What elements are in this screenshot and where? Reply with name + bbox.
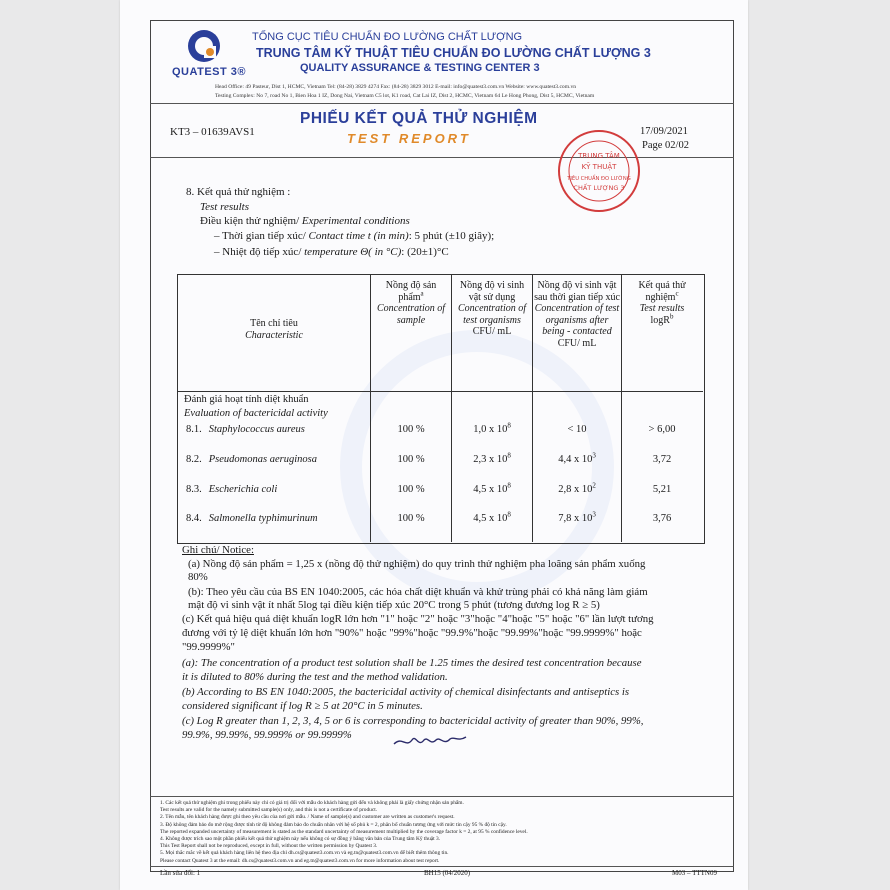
- report-title-vi: PHIẾU KẾT QUẢ THỬ NGHIỆM: [300, 110, 538, 127]
- note-en-c-line-2: 99.9%, 99.99%, 99.999% or 99.9999%: [182, 729, 352, 741]
- table-col-divider: [370, 274, 371, 542]
- note-en-a-line-1: (a): The concentration of a product test solution shall be 1.25 times the desired test concentration because: [182, 657, 642, 669]
- stamp-line-1: TRUNG TÂM: [578, 152, 620, 160]
- organisms-exponent: 8: [507, 421, 511, 430]
- row-characteristic: [186, 424, 305, 435]
- stamp-line-3: TIÊU CHUẨN ĐO LƯỜNG: [567, 176, 631, 182]
- note-a-line-2: 80%: [188, 571, 208, 583]
- col-header-characteristic: [180, 318, 368, 341]
- footer-note-line: The reported expanded uncertainty of measurement is stated as the standard uncertainty of measurement multiplied by the coverage factor k = 2, at 95 % confidence level.: [160, 828, 528, 835]
- note-a-line-1: (a) Nồng độ sản phẩm = 1,25 x (nồng độ thử nghiệm) do quy trình thử nghiệm pha loãng sản phẩm xuống: [188, 558, 646, 570]
- conditions-line: [200, 215, 410, 227]
- footer-note-line: 3. Độ không đảm bảo đo mở rộng được tính từ độ không đảm bảo đo chuẩn nhân với hệ số phủ k = 2, phân bố chuẩn tương ứng với mức tin cậy 95 % độ tin cậy.: [160, 821, 507, 828]
- row-organism-name: Pseudomonas aeruginosa: [208, 454, 317, 465]
- report-code: KT3 – 01639AVS1: [170, 126, 255, 138]
- footer-note-line: 2. Tên mẫu, tên khách hàng được ghi theo yêu cầu của nơi gửi mẫu. / Name of sample(s) and customer are written as customer's request.: [160, 814, 455, 821]
- title-divider: [150, 157, 734, 158]
- footer-note-line: 4. Không được trích sao một phần phiếu kết quả thử nghiệm này nếu không có sự đồng ý bằng văn bản của Trung tâm Kỹ thuật 3.: [160, 836, 441, 842]
- note-c-line-2: đương với tỷ lệ diệt khuẩn lớn hơn "90%" hoặc "99%"hoặc "99.9%"hoặc "99.99%"hoặc "99.9999%" hoặc: [182, 627, 642, 639]
- time-vi: – Thời gian tiếp xúc/: [214, 230, 309, 242]
- report-date: 17/09/2021: [640, 126, 688, 137]
- temp-en: temperature Θ( in °C): [304, 246, 402, 258]
- red-seal-stamp: [556, 128, 642, 214]
- col1-en: Characteristic: [245, 329, 303, 341]
- col2-en: Concentration of sample: [376, 303, 446, 326]
- section-heading-en: Test results: [200, 201, 250, 213]
- row-after-contact: [534, 424, 620, 435]
- col3-vi: Nồng độ vi sinh vật sử dụng: [459, 280, 525, 303]
- table-col-divider: [532, 274, 533, 542]
- organisms-exponent: 8: [507, 481, 511, 490]
- row-characteristic: [186, 454, 317, 465]
- table-col-divider: [621, 274, 622, 542]
- organisms-base: 1,0 x 10: [473, 424, 508, 435]
- row-organism-name: Escherichia coli: [208, 484, 278, 495]
- table-header-divider: [177, 391, 703, 392]
- col-header-results: [623, 280, 701, 326]
- col2-sup: a: [420, 289, 424, 298]
- col3-unit: CFU/ mL: [472, 326, 512, 337]
- footer-note-line: 1. Các kết quả thử nghiệm ghi trong phiếu này chỉ có giá trị đối với mẫu do khách hàng gửi đến và không phải là giấy chứng nhận sản phẩm.: [160, 800, 464, 806]
- address-testing-complex: Testing Complex: No 7, road No 1, Bien Hoa 1 IZ, Dong Nai, Vietnam C5 lot, K1 road, Cat Lai IZ, Dist 2, HCMC, Vietnam 64 Le Hong Phong, Dist 5, HCMC, Vietnam: [215, 93, 595, 99]
- org-line-2: TRUNG TÂM KỸ THUẬT TIÊU CHUẨN ĐO LƯỜNG CHẤT LƯỢNG 3: [256, 46, 651, 60]
- document-code: M03 – TTTN09: [672, 869, 717, 877]
- col5-vi: Kết quả thử nghiệm: [638, 280, 686, 303]
- org-line-3: QUALITY ASSURANCE & TESTING CENTER 3: [300, 62, 540, 74]
- after-exponent: 2: [592, 481, 596, 490]
- col5-sup: c: [675, 289, 679, 298]
- report-page-number: Page 02/02: [642, 140, 689, 151]
- row-result: 5,21: [652, 484, 672, 495]
- conditions-vi: Điều kiện thử nghiệm/: [200, 215, 302, 227]
- after-base: 2,8 x 10: [558, 484, 593, 495]
- footer-note-line: Please contact Quatest 3 at the email: dh.cs@quatest3.com.vn and eg.tn@quatest3.com.vn for more information about test report.: [160, 857, 440, 864]
- quatest-logo-icon: [186, 28, 222, 64]
- organisms-base: 4,5 x 10: [473, 484, 508, 495]
- row-result: 3,72: [652, 454, 672, 465]
- temperature-line: [214, 246, 449, 258]
- row-organism-name: Salmonella typhimurinum: [208, 513, 318, 524]
- temp-value: : (20±1)°C: [401, 246, 449, 258]
- org-line-1: TỔNG CỤC TIÊU CHUẨN ĐO LƯỜNG CHẤT LƯỢNG: [252, 31, 523, 43]
- after-base: 4,4 x 10: [558, 454, 593, 465]
- organisms-base: 2,3 x 10: [473, 454, 508, 465]
- row-test-organisms: [453, 481, 531, 495]
- conditions-en: Experimental conditions: [301, 215, 410, 227]
- note-en-a-line-2: it is diluted to 80% during the test and the method validation.: [182, 671, 448, 683]
- col1-vi: Tên chỉ tiêu: [250, 318, 298, 329]
- note-en-c-line-1: (c) Log R greater than 1, 2, 3, 4, 5 or 6 is corresponding to bactericidal activity of greater than 90%, 99%,: [182, 715, 644, 727]
- note-c-line-1: (c) Kết quả hiệu quả diệt khuẩn logR lớn hơn "1" hoặc "2" hoặc "3"hoặc "4"hoặc "5" hoặc "6" lần lượt tương: [182, 613, 654, 625]
- organisms-exponent: 8: [507, 451, 511, 460]
- col-header-concentration-sample: [372, 280, 450, 326]
- footer-note-line: This Test Report shall not be reproduced, except in full, without the written permission by Quatest 3.: [160, 843, 378, 850]
- row-concentration: 100 %: [397, 513, 425, 524]
- row-result: 3,76: [652, 513, 672, 524]
- row-after-contact: [534, 481, 620, 495]
- report-title-en: TEST REPORT: [347, 131, 471, 146]
- row-test-organisms: [453, 421, 531, 435]
- row-test-organisms: [453, 510, 531, 524]
- handwritten-signature: [392, 730, 468, 752]
- after-base: 7,8 x 10: [558, 513, 593, 524]
- col4-vi: Nồng độ vi sinh vật sau thời gian tiếp xúc: [534, 280, 620, 303]
- row-characteristic: [186, 513, 318, 524]
- row-after-contact: [534, 451, 620, 465]
- col5-unit-sup: b: [669, 312, 674, 321]
- row-number: 8.1.: [186, 424, 202, 435]
- group-title-en: Evaluation of bactericidal activity: [184, 408, 328, 419]
- col3-en: Concentration of test organisms: [457, 303, 527, 326]
- col-header-test-organisms: [453, 280, 531, 338]
- footer-bottom-divider: [150, 866, 734, 867]
- header-divider: [150, 103, 734, 104]
- col-header-after-contact: [534, 280, 620, 349]
- row-concentration: 100 %: [397, 424, 425, 435]
- note-b-line-1: (b): Theo yêu cầu của BS EN 1040:2005, các hóa chất diệt khuẩn và khử trùng phải có khả năng làm giảm: [188, 586, 648, 598]
- organisms-base: 4,5 x 10: [473, 513, 508, 524]
- stamp-line-4: CHẤT LƯỢNG 3: [573, 184, 625, 192]
- col4-en: Concentration of test organisms after being - contacted: [534, 303, 620, 337]
- logo-text: QUATEST 3®: [172, 66, 247, 78]
- after-exponent: 3: [592, 510, 596, 519]
- note-b-line-2: mật độ vi sinh vật ít nhất 5log tại điều kiện tiếp xúc 20°C trong 5 phút (tương đương log R ≥ 5): [188, 599, 600, 611]
- footer-note-line: Test results are valid for the namely submitted sample(s) only, and this is not a certificate of product.: [160, 807, 378, 814]
- section-heading-vi: 8. Kết quả thử nghiệm :: [186, 186, 291, 198]
- row-result: > 6,00: [648, 424, 676, 435]
- contact-time-line: [214, 230, 494, 242]
- table-col-divider: [451, 274, 452, 542]
- group-title-vi: Đánh giá hoạt tính diệt khuẩn: [184, 394, 309, 405]
- row-concentration: 100 %: [397, 484, 425, 495]
- revision-label: Lần sửa đổi: 1: [160, 869, 201, 877]
- row-characteristic: [186, 484, 277, 495]
- col4-unit: CFU/ mL: [557, 337, 597, 349]
- row-after-contact: [534, 510, 620, 524]
- col5-unit: logR: [650, 314, 670, 326]
- stamp-line-2: KỸ THUẬT: [581, 163, 617, 171]
- notes-heading: Ghi chú/ Notice:: [182, 544, 254, 556]
- note-c-line-3: "99.9999%": [182, 641, 235, 653]
- row-concentration: 100 %: [397, 454, 425, 465]
- row-organism-name: Staphylococcus aureus: [208, 424, 305, 435]
- footer-divider: [150, 796, 734, 797]
- after-base: < 10: [567, 424, 587, 435]
- organisms-exponent: 8: [507, 510, 511, 519]
- row-test-organisms: [453, 451, 531, 465]
- temp-vi: – Nhiệt độ tiếp xúc/: [214, 246, 305, 258]
- address-head-office: Head Office: 49 Pasteur, Dist 1, HCMC, Vietnam Tel: (84-28) 3829 4274 Fax: (84-28) 3829 3012 E-mail: info@quatest3.com.vn Website: www.quatest3.com.vn: [215, 84, 577, 90]
- col2-vi: Nồng độ sản phẩm: [385, 280, 437, 303]
- time-value: : 5 phút (±10 giây);: [408, 230, 495, 242]
- time-en: Contact time t (in min): [308, 230, 409, 242]
- row-number: 8.3.: [186, 484, 202, 495]
- note-en-b-line-2: considered significant if log R ≥ 5 at 20°C in 5 minutes.: [182, 700, 423, 712]
- row-number: 8.2.: [186, 454, 202, 465]
- after-exponent: 3: [592, 451, 596, 460]
- col5-en: Test results: [639, 303, 685, 314]
- form-code: BH15 (04/2020): [424, 869, 471, 877]
- row-number: 8.4.: [186, 513, 202, 524]
- note-en-b-line-1: (b) According to BS EN 1040:2005, the bactericidal activity of chemical disinfectants and antiseptics is: [182, 686, 630, 698]
- footer-note-line: 5. Mọi thắc mắc về kết quả khách hàng liên hệ theo địa chỉ dh.cs@quatest3.com.vn và eg.tn@quatest3.com.vn để biết thêm thông tin.: [160, 850, 449, 857]
